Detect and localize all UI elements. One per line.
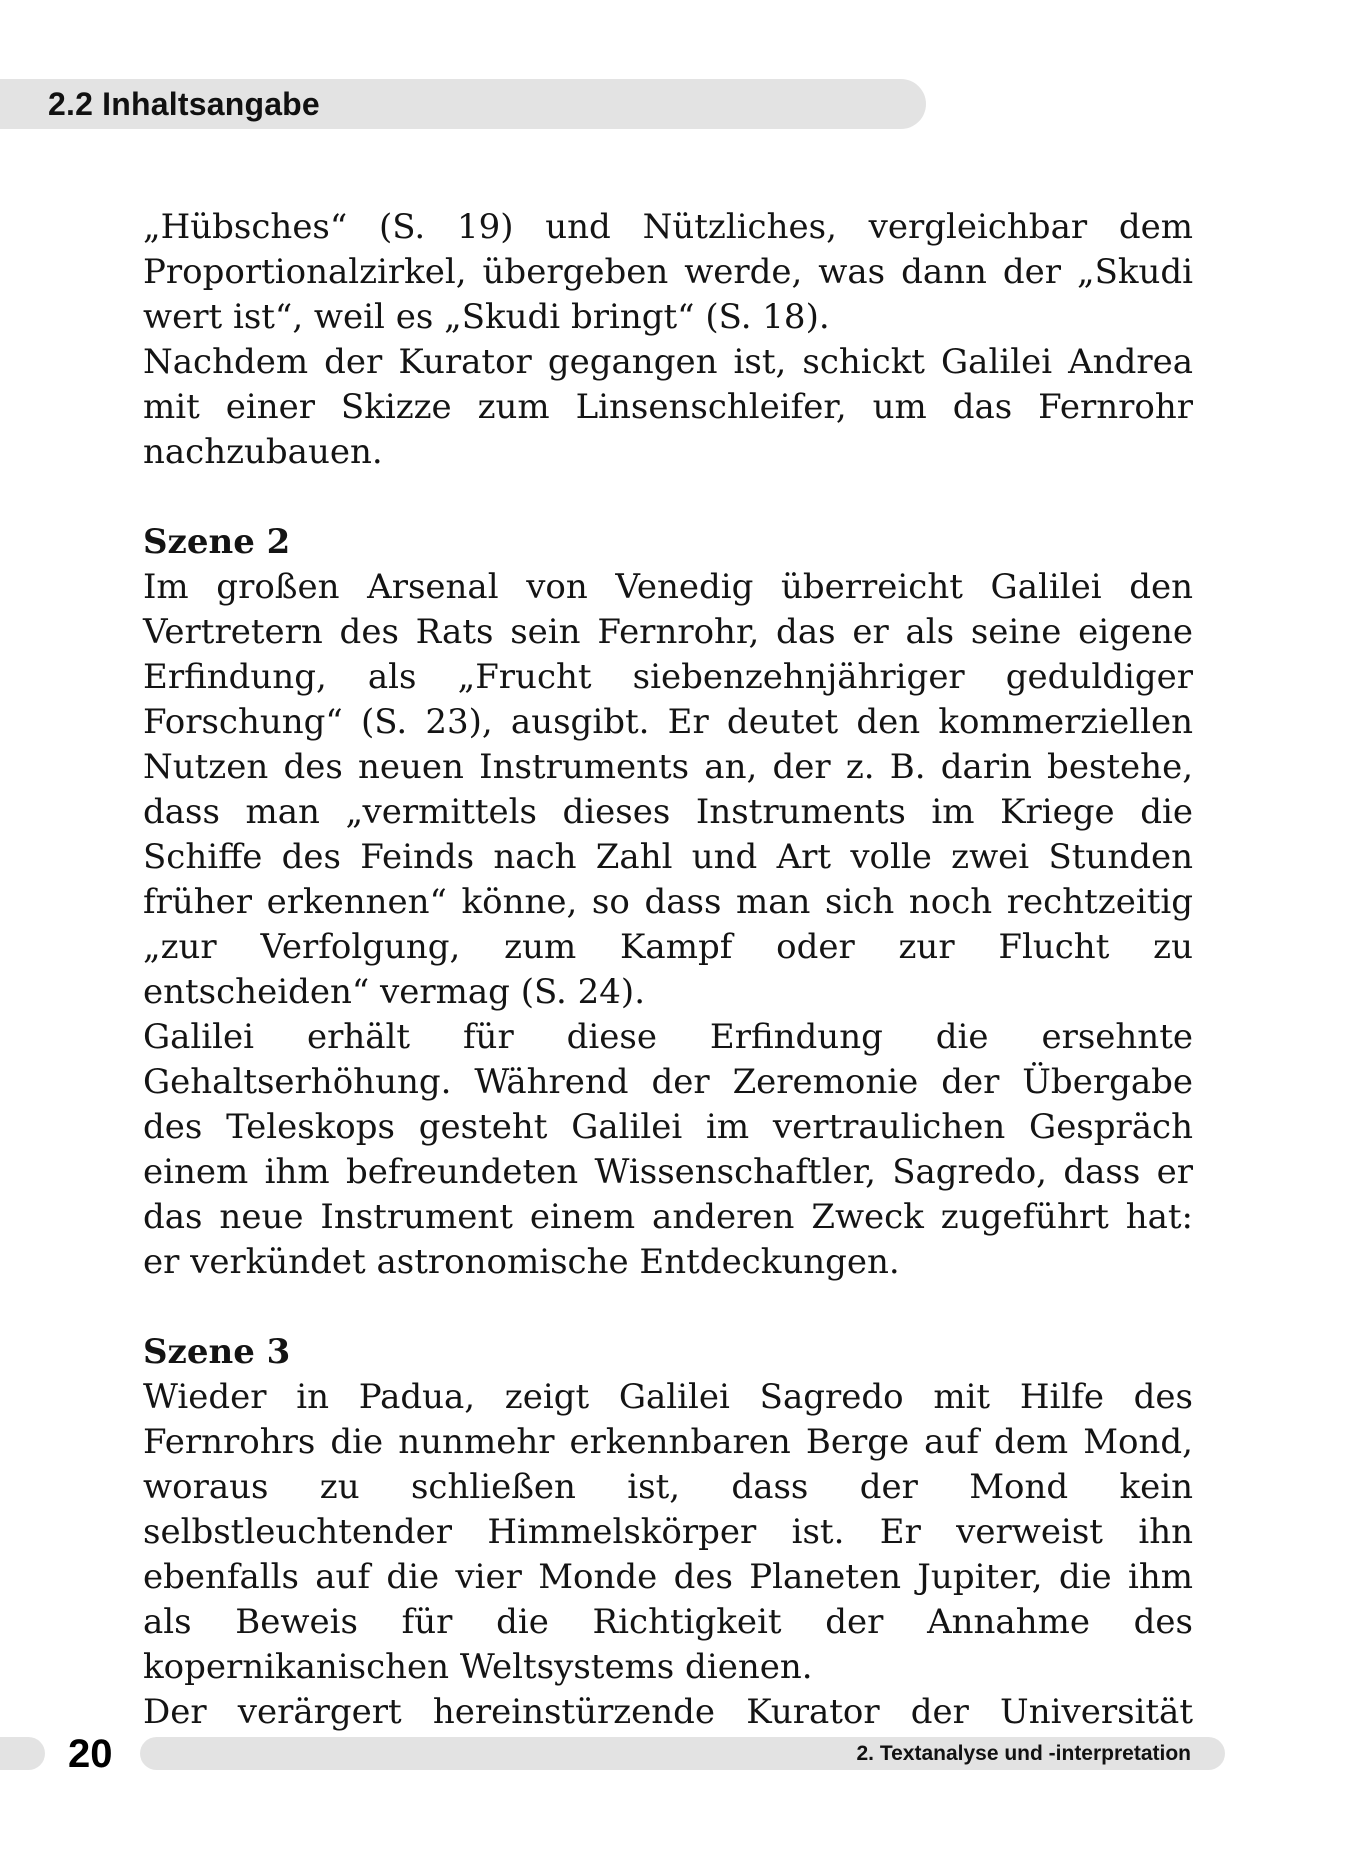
scene-3-heading: Szene 3 bbox=[143, 1332, 291, 1372]
section-title: 2.2 Inhaltsangabe bbox=[48, 86, 320, 122]
footer-tab-left bbox=[0, 1737, 45, 1770]
scene-3-paragraph-1: Wieder in Padua, zeigt Galilei Sagredo mit Hilfe des Fernrohrs die nunmehr erkennbaren Berge auf dem Mond, woraus zu schließen ist, dass der Mond kein selbstleuchtender Himmelskörper ist. Er verweist ihn ebenfalls auf die vier Monde des Planeten Jupiter, die ihm als Beweis für die Richtigkeit der Annahme des kopernikanischen Weltsystems dienen. bbox=[143, 1377, 1193, 1687]
footer-section-label: 2. Textanalyse und -interpretation bbox=[856, 1742, 1191, 1765]
page-number: 20 bbox=[68, 1732, 113, 1776]
scene-2-paragraph-2: Galilei erhält für diese Erfindung die ersehnte Gehaltserhöhung. Während der Zeremonie der Übergabe des Teleskops gesteht Galilei im vertraulichen Gespräch einem ihm befreundeten Wissenschaftler, Sagredo, dass er das neue Instrument einem anderen Zweck zugeführt hat: er verkündet astronomische Entdeckungen. bbox=[143, 1017, 1193, 1282]
paragraph-kurator: Nachdem der Kurator gegangen ist, schickt Galilei Andrea mit einer Skizze zum Linsenschleifer, um das Fernrohr nachzubauen. bbox=[143, 342, 1193, 472]
paragraph-continuation: „Hübsches“ (S. 19) und Nützliches, vergleichbar dem Proportionalzirkel, übergeben werde, was dann der „Skudi wert ist“, weil es „Skudi bringt“ (S. 18). bbox=[143, 207, 1193, 337]
scene-2-heading: Szene 2 bbox=[143, 522, 291, 562]
scene-3-paragraph-2: Der verärgert hereinstürzende Kurator der Universität bbox=[143, 1692, 1193, 1732]
scene-2-paragraph-1: Im großen Arsenal von Venedig überreicht Galilei den Vertretern des Rats sein Fernrohr, das er als seine eigene Erfindung, als „Frucht siebenzehnjähriger geduldiger Forschung“ (S. 23), ausgibt. Er deutet den kommerziellen Nutzen des neuen Instruments an, der z. B. darin bestehe, dass man „vermittels dieses Instruments im Kriege die Schiffe des Feinds nach Zahl und Art volle zwei Stunden früher erkennen“ könne, so dass man sich noch rechtzeitig „zur Verfolgung, zum Kampf oder zur Flucht zu entscheiden“ vermag (S. 24). bbox=[143, 567, 1193, 1012]
page-body bbox=[143, 205, 1193, 1780]
